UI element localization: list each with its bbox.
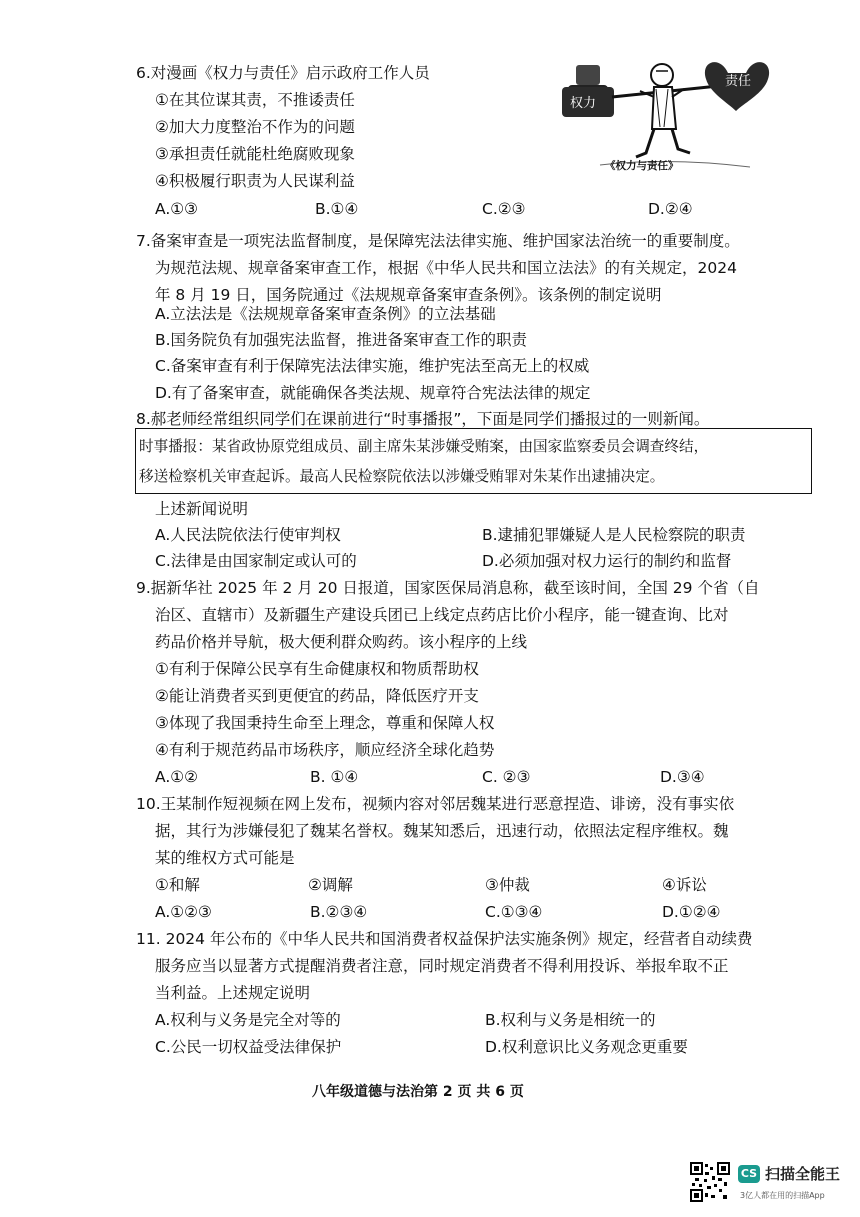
q9-option-b: B. ①④ xyxy=(310,768,359,786)
page-footer: 八年级道德与法治第 2 页 共 6 页 xyxy=(312,1084,524,1100)
q10-item-4: ④诉讼 xyxy=(662,876,707,894)
q7-option-c: C.备案审查有利于保障宪法法律实施，维护宪法至高无上的权威 xyxy=(155,357,590,375)
qr-code-icon xyxy=(690,1162,730,1202)
q9-item-1: ①有利于保障公民享有生命健康权和物质帮助权 xyxy=(155,660,479,678)
camscanner-name: 扫描全能王 xyxy=(765,1165,841,1183)
q7-stem-line-2: 为规范法规、规章备案审查工作，根据《中华人民共和国立法法》的有关规定，2024 xyxy=(155,259,737,277)
q11-option-b: B.权利与义务是相统一的 xyxy=(485,1011,656,1029)
q8-option-c: C.法律是由国家制定或认可的 xyxy=(155,552,357,570)
q9-option-a: A.①② xyxy=(155,768,199,786)
q6-option-a: A.①③ xyxy=(155,200,199,218)
q10-item-1: ①和解 xyxy=(155,876,200,894)
q6-option-c: C.②③ xyxy=(482,200,526,218)
q9-item-3: ③体现了我国秉持生命至上理念，尊重和保障人权 xyxy=(155,714,495,732)
q8-option-d: D.必须加强对权力运行的制约和监督 xyxy=(482,552,732,570)
q8-stem: 8.郝老师经常组织同学们在课前进行“时事播报”，下面是同学们播报过的一则新闻。 xyxy=(136,410,710,428)
q7-stem-line-3: 年 8 月 19 日，国务院通过《法规规章备案审查条例》。该条例的制定说明 xyxy=(155,286,662,304)
q7-option-a: A.立法法是《法规规章备案审查条例》的立法基础 xyxy=(155,305,496,323)
q6-option-b: B.①④ xyxy=(315,200,359,218)
q10-item-3: ③仲裁 xyxy=(485,876,530,894)
q9-option-c: C. ②③ xyxy=(482,768,531,786)
q11-stem-line-3: 当利益。上述规定说明 xyxy=(155,984,311,1002)
weight-label: 权力 xyxy=(570,96,597,111)
q8-option-a: A.人民法院依法行使审判权 xyxy=(155,526,341,544)
q11-stem-line-2: 服务应当以显著方式提醒消费者注意，同时规定消费者不得利用投诉、举报牟取不正 xyxy=(155,957,729,975)
q9-item-4: ④有利于规范药品市场秩序，顺应经济全球化趋势 xyxy=(155,741,495,759)
heart-label: 责任 xyxy=(725,74,752,89)
q8-question: 上述新闻说明 xyxy=(155,500,249,518)
camscanner-tagline: 3亿人都在用的扫描App xyxy=(740,1191,825,1200)
news-box xyxy=(135,428,812,494)
q7-option-d: D.有了备案审查，就能确保各类法规、规章符合宪法法律的规定 xyxy=(155,384,591,402)
q10-stem-line-2: 据，其行为涉嫌侵犯了魏某名誉权。魏某知悉后，迅速行动，依照法定程序维权。魏 xyxy=(155,822,729,840)
q7-stem-line-1: 7.备案审查是一项宪法监督制度，是保障宪法法律实施、维护国家法治统一的重要制度。 xyxy=(136,232,740,250)
q6-item-2: ②加大力度整治不作为的问题 xyxy=(155,118,355,136)
q10-option-d: D.①②④ xyxy=(662,903,721,921)
q10-stem-line-3: 某的维权方式可能是 xyxy=(155,849,295,867)
q10-stem-line-1: 10.王某制作短视频在网上发布，视频内容对邻居魏某进行恶意捏造、诽谤，没有事实依 xyxy=(136,795,735,813)
q6-option-d: D.②④ xyxy=(648,200,693,218)
q9-option-d: D.③④ xyxy=(660,768,705,786)
q7-option-b: B.国务院负有加强宪法监督，推进备案审查工作的职责 xyxy=(155,331,528,349)
q6-item-1: ①在其位谋其责，不推诿责任 xyxy=(155,91,355,109)
q10-option-a: A.①②③ xyxy=(155,903,212,921)
q9-stem-line-1: 9.据新华社 2025 年 2 月 20 日报道，国家医保局消息称，截至该时间，全国 29 个省（自 xyxy=(136,579,760,597)
q9-stem-line-3: 药品价格并导航，极大便利群众购药。该小程序的上线 xyxy=(155,633,528,651)
cartoon-caption: 《权力与责任》 xyxy=(605,160,679,172)
q6-item-3: ③承担责任就能杜绝腐败现象 xyxy=(155,145,355,163)
q10-option-b: B.②③④ xyxy=(310,903,368,921)
news-line-2: 移送检察机关审查起诉。最高人民检察院依法以涉嫌受贿罪对朱某作出逮捕决定。 xyxy=(139,468,665,485)
q8-option-b: B.逮捕犯罪嫌疑人是人民检察院的职责 xyxy=(482,526,746,544)
q10-option-c: C.①③④ xyxy=(485,903,543,921)
q10-item-2: ②调解 xyxy=(308,876,353,894)
camscanner-logo-icon: CS xyxy=(738,1165,760,1183)
q6-item-4: ④积极履行职责为人民谋利益 xyxy=(155,172,355,190)
q9-stem-line-2: 治区、直辖市）及新疆生产建设兵团已上线定点药店比价小程序，能一键查询、比对 xyxy=(155,606,729,624)
q11-option-d: D.权利意识比义务观念更重要 xyxy=(485,1038,688,1056)
q9-item-2: ②能让消费者买到更便宜的药品，降低医疗开支 xyxy=(155,687,479,705)
q11-stem-line-1: 11. 2024 年公布的《中华人民共和国消费者权益保护法实施条例》规定，经营者自动续费 xyxy=(136,930,753,948)
q11-option-a: A.权利与义务是完全对等的 xyxy=(155,1011,341,1029)
news-line-1: 时事播报：某省政协原党组成员、副主席朱某涉嫌受贿案，由国家监察委员会调查终结， xyxy=(139,438,709,455)
q11-option-c: C.公民一切权益受法律保护 xyxy=(155,1038,342,1056)
q6-stem: 6.对漫画《权力与责任》启示政府工作人员 xyxy=(136,64,430,82)
